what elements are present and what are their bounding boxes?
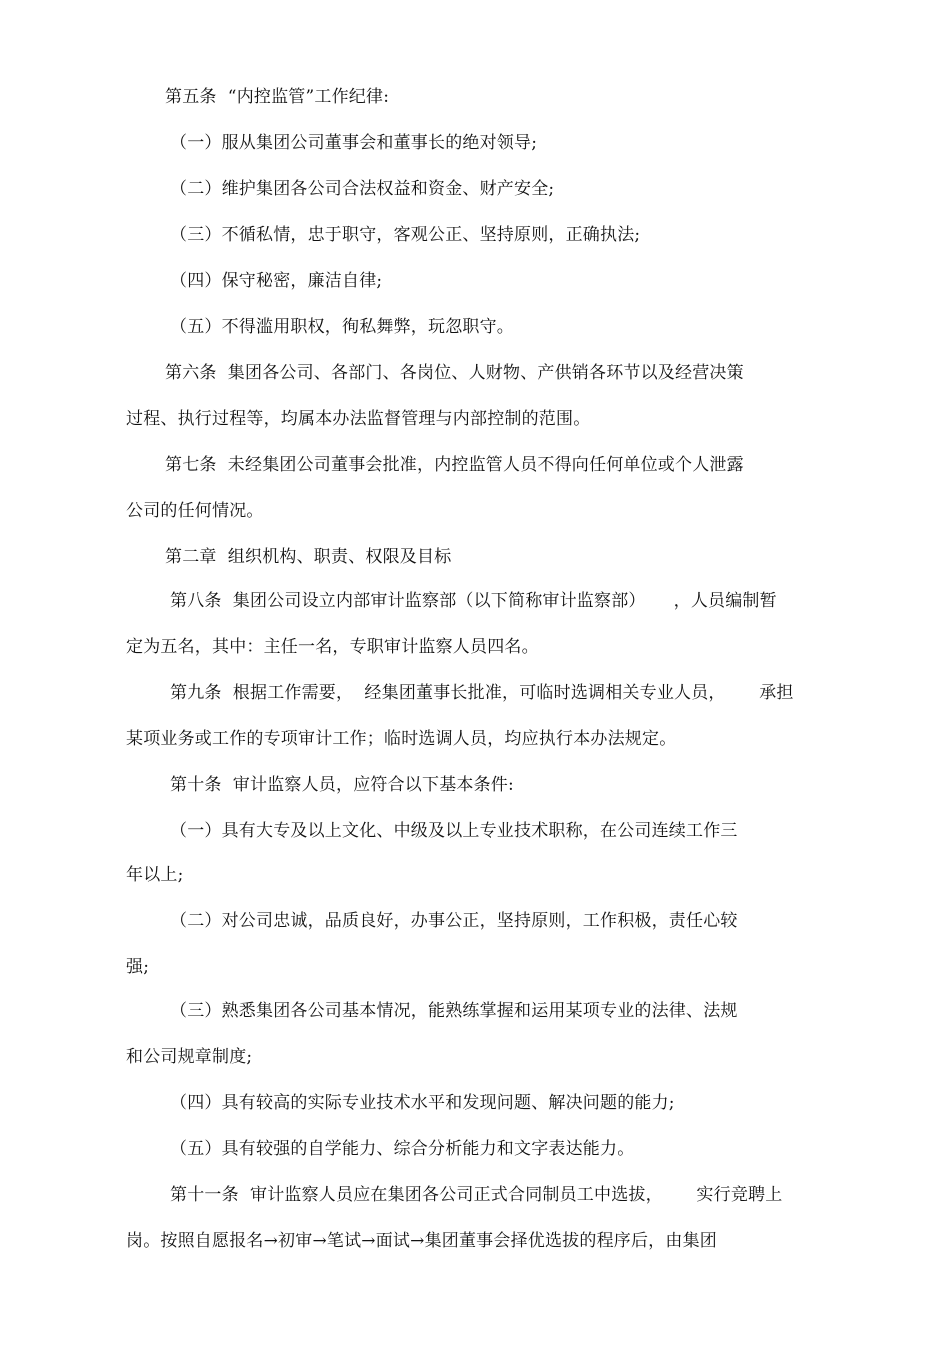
article-5-item-1: （一）服从集团公司董事会和董事长的绝对领导; [170, 133, 538, 153]
article-8-line-1: 第八条 集团公司设立内部审计监察部（以下简称审计监察部） ，人员编制暂 [170, 591, 777, 611]
article-10-item-1-line-2: 年以上; [126, 865, 184, 885]
article-11-line-1: 第十一条 审计监察人员应在集团各公司正式合同制员工中选拔， 实行竞聘上 [170, 1185, 783, 1205]
article-10-item-2-line-1: （二）对公司忠诚，品质良好，办事公正，坚持原则，工作积极，责任心较 [170, 911, 738, 931]
article-10-item-4: （四）具有较高的实际专业技术水平和发现问题、解决问题的能力; [170, 1093, 675, 1113]
article-5-item-3: （三）不循私情，忠于职守，客观公正、坚持原则，正确执法; [170, 225, 641, 245]
article-7-line-1: 第七条 未经集团公司董事会批准，内控监管人员不得向任何单位或个人泄露 [165, 455, 744, 475]
article-9-line-1: 第九条 根据工作需要， 经集团董事长批准，可临时选调相关专业人员， 承担 [170, 683, 794, 703]
article-7-line-2: 公司的任何情况。 [126, 501, 264, 521]
article-5-heading: 第五条 “内控监管”工作纪律: [165, 87, 390, 107]
article-10-item-3-line-1: （三）熟悉集团各公司基本情况，能熟练掌握和运用某项专业的法律、法规 [170, 1001, 738, 1021]
article-9-line-2: 某项业务或工作的专项审计工作；临时选调人员，均应执行本办法规定。 [126, 729, 677, 749]
article-11-line-2: 岗。按照自愿报名→初审→笔试→面试→集团董事会择优选拔的程序后，由集团 [126, 1231, 717, 1251]
article-8-line-2: 定为五名，其中：主任一名，专职审计监察人员四名。 [126, 637, 539, 657]
article-6-line-1: 第六条 集团各公司、各部门、各岗位、人财物、产供销各环节以及经营决策 [165, 363, 744, 383]
article-10-item-1-line-1: （一）具有大专及以上文化、中级及以上专业技术职称，在公司连续工作三 [170, 821, 738, 841]
article-10-item-3-line-2: 和公司规章制度; [126, 1047, 253, 1067]
article-10-item-5: （五）具有较强的自学能力、综合分析能力和文字表达能力。 [170, 1139, 635, 1159]
article-6-line-2: 过程、执行过程等，均属本办法监督管理与内部控制的范围。 [126, 409, 591, 429]
article-5-item-4: （四）保守秘密，廉洁自律; [170, 271, 383, 291]
article-5-item-2: （二）维护集团各公司合法权益和资金、财产安全; [170, 179, 555, 199]
article-10-heading: 第十条 审计监察人员，应符合以下基本条件: [170, 775, 514, 795]
article-5-item-5: （五）不得滥用职权，徇私舞弊，玩忽职守。 [170, 317, 514, 337]
article-10-item-2-line-2: 强; [126, 957, 150, 977]
chapter-2-heading: 第二章 组织机构、职责、权限及目标 [165, 547, 452, 567]
